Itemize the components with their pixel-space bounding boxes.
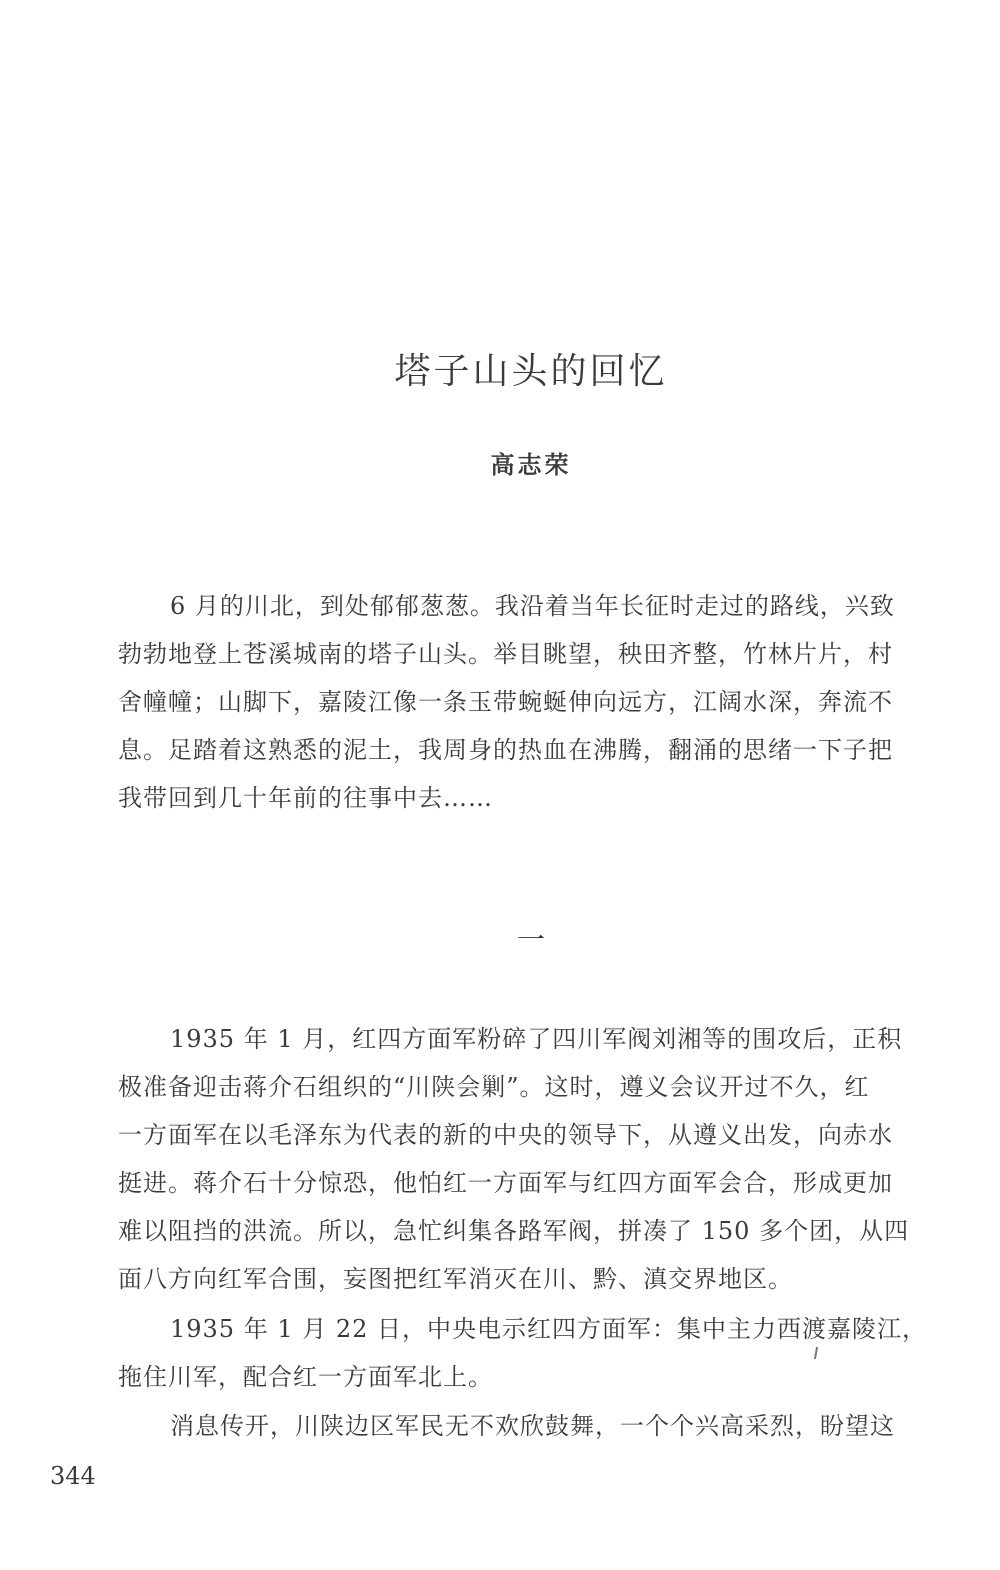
- section-heading: [0, 920, 1000, 960]
- text-line: 难以阻挡的洪流。所以，急忙纠集各路军阀，拼凑了 150 多个团，从四: [118, 1217, 910, 1245]
- text-line: 1935 年 1 月 22 日，中央电示红四方面军：集中主力西渡嘉陵江，: [170, 1315, 928, 1343]
- text-line: 舍幢幢；山脚下，嘉陵江像一条玉带蜿蜒伸向远方，江阔水深，奔流不: [118, 688, 893, 716]
- body-paragraph-3: [118, 1402, 944, 1450]
- text-line: 一方面军在以毛泽东为代表的新的中央的领导下，从遵义出发，向赤水: [118, 1121, 893, 1149]
- text-line: 1935 年 1 月，红四方面军粉碎了四川军阀刘湘等的围攻后，正积: [170, 1025, 903, 1053]
- text-line: 6 月的川北，到处郁郁葱葱。我沿着当年长征时走过的路线，兴致: [170, 592, 895, 620]
- section-number: 一: [516, 923, 545, 956]
- text-line: 我带回到几十年前的往事中去……: [118, 784, 493, 812]
- text-line: 极准备迎击蒋介石组织的“川陕会剿”。这时，遵义会议开过不久，红: [118, 1073, 870, 1101]
- body-paragraph-1: [118, 1015, 944, 1303]
- author-name: 高志荣: [490, 450, 572, 479]
- text-line: 面八方向红军合围，妄图把红军消灭在川、黔、滇交界地区。: [118, 1265, 793, 1293]
- body-paragraph-2: [118, 1305, 944, 1401]
- article-title: 塔子山头的回忆: [394, 351, 668, 392]
- text-line: 消息传开，川陕边区军民无不欢欣鼓舞，一个个兴高采烈，盼望这: [170, 1412, 895, 1440]
- page-number: 344: [50, 1462, 96, 1490]
- text-line: 拖住川军，配合红一方面军北上。: [118, 1363, 493, 1391]
- text-line: 息。足踏着这熟悉的泥土，我周身的热血在沸腾，翻涌的思绪一下子把: [118, 736, 893, 764]
- text-line: 勃勃地登上苍溪城南的塔子山头。举目眺望，秧田齐整，竹林片片，村: [118, 640, 893, 668]
- intro-paragraph: [118, 582, 944, 822]
- text-line: 挺进。蒋介石十分惊恐，他怕红一方面军与红四方面军会合，形成更加: [118, 1169, 893, 1197]
